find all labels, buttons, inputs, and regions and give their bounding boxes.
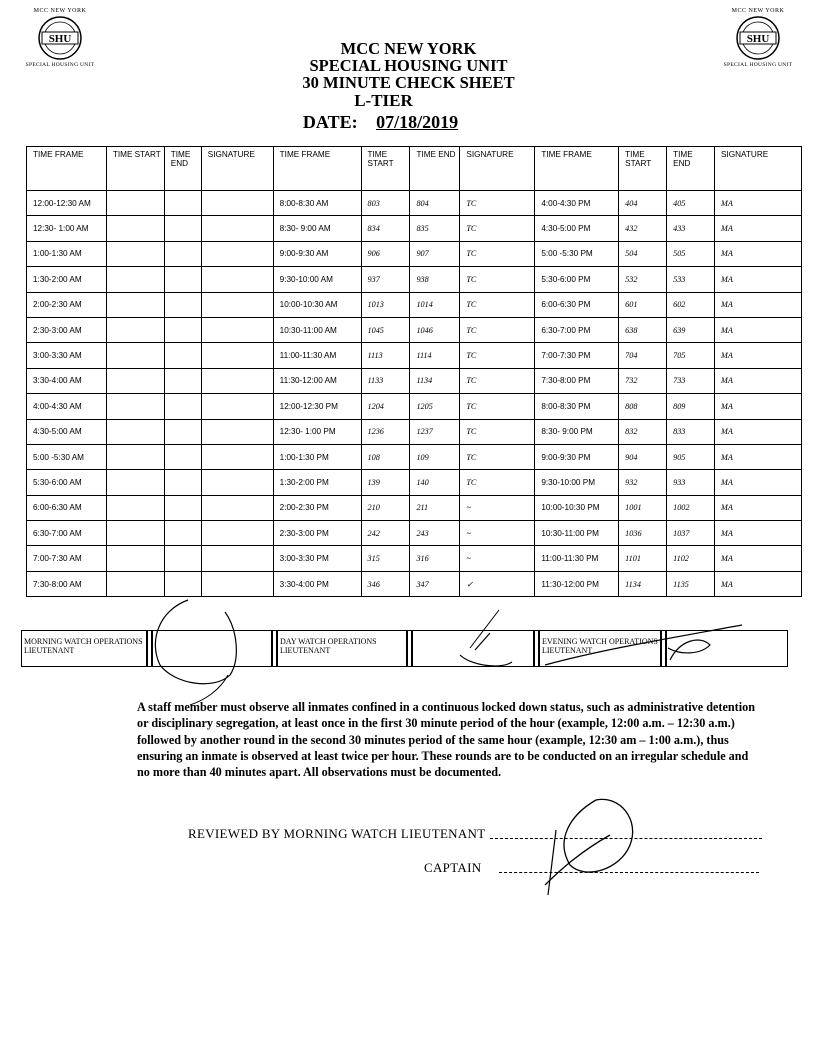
- time-frame-cell: 5:30-6:00 PM: [535, 267, 619, 292]
- faint-entry-cell[interactable]: [201, 419, 273, 444]
- faint-entry-cell[interactable]: [106, 216, 164, 241]
- time-end-cell[interactable]: 733: [667, 368, 715, 393]
- faint-entry-cell[interactable]: [106, 571, 164, 596]
- time-frame-cell: 9:00-9:30 AM: [273, 241, 361, 266]
- faint-entry-cell[interactable]: [201, 521, 273, 546]
- time-start-cell[interactable]: 1013: [361, 292, 410, 317]
- faint-entry-cell[interactable]: [201, 292, 273, 317]
- time-end-cell[interactable]: 938: [410, 267, 460, 292]
- time-start-cell[interactable]: 139: [361, 470, 410, 495]
- table-row: [27, 521, 802, 546]
- time-start-cell[interactable]: 346: [361, 571, 410, 596]
- time-frame-cell: 12:00-12:30 PM: [273, 394, 361, 419]
- time-end-cell[interactable]: 933: [667, 470, 715, 495]
- table-row: [27, 216, 802, 241]
- time-frame-cell: 2:30-3:00 AM: [27, 317, 107, 342]
- time-frame-cell: 6:30-7:00 AM: [27, 521, 107, 546]
- date-value: 07/18/2019: [376, 112, 459, 132]
- time-frame-cell: 12:00-12:30 AM: [27, 191, 107, 216]
- morning-watch-label: MORNING WATCH OPERATIONS LIEUTENANT: [24, 637, 143, 655]
- column-header: SIGNATURE: [715, 147, 802, 191]
- check-table: [26, 146, 802, 597]
- time-frame-cell: 7:30-8:00 AM: [27, 571, 107, 596]
- time-end-cell[interactable]: 1114: [410, 343, 460, 368]
- table-row: [27, 343, 802, 368]
- table-row: [27, 419, 802, 444]
- time-start-cell[interactable]: 432: [619, 216, 667, 241]
- time-frame-cell: 5:30-6:00 AM: [27, 470, 107, 495]
- table-row: [27, 495, 802, 520]
- time-frame-cell: 10:00-10:30 AM: [273, 292, 361, 317]
- table-row: [27, 267, 802, 292]
- day-watch-label: DAY WATCH OPERATIONS LIEUTENANT: [280, 637, 377, 655]
- column-header: TIME FRAME: [27, 147, 107, 191]
- time-end-cell[interactable]: 316: [410, 546, 460, 571]
- column-header: TIME END: [164, 147, 201, 191]
- faint-entry-cell[interactable]: [106, 394, 164, 419]
- time-frame-cell: 2:00-2:30 AM: [27, 292, 107, 317]
- column-header: SIGNATURE: [460, 147, 535, 191]
- time-frame-cell: 10:00-10:30 PM: [535, 495, 619, 520]
- signature-cell[interactable]: TC: [460, 191, 535, 216]
- faint-entry-cell[interactable]: [106, 267, 164, 292]
- time-frame-cell: 5:00 -5:30 AM: [27, 444, 107, 469]
- column-header: TIME START: [361, 147, 410, 191]
- table-row: [27, 368, 802, 393]
- time-start-cell[interactable]: 834: [361, 216, 410, 241]
- time-end-cell[interactable]: 1205: [410, 394, 460, 419]
- faint-entry-cell[interactable]: [164, 546, 201, 571]
- column-header: TIME FRAME: [535, 147, 619, 191]
- table-row: [27, 317, 802, 342]
- time-start-cell[interactable]: 1001: [619, 495, 667, 520]
- reviewed-signature-line[interactable]: [490, 838, 762, 839]
- time-frame-cell: 11:00-11:30 PM: [535, 546, 619, 571]
- time-frame-cell: 5:00 -5:30 PM: [535, 241, 619, 266]
- time-start-cell[interactable]: 315: [361, 546, 410, 571]
- faint-entry-cell[interactable]: [106, 317, 164, 342]
- table-row: [27, 470, 802, 495]
- time-end-cell[interactable]: 1002: [667, 495, 715, 520]
- time-end-cell[interactable]: 405: [667, 191, 715, 216]
- time-frame-cell: 8:00-8:30 AM: [273, 191, 361, 216]
- reviewed-by-label: REVIEWED BY MORNING WATCH LIEUTENANT: [188, 826, 486, 841]
- watch-row: [21, 630, 807, 667]
- faint-entry-cell[interactable]: [201, 394, 273, 419]
- signature-cell[interactable]: ~: [460, 495, 535, 520]
- signature-cell[interactable]: MA: [715, 470, 802, 495]
- faint-entry-cell[interactable]: [106, 495, 164, 520]
- signature-cell[interactable]: MA: [715, 368, 802, 393]
- time-frame-cell: 1:30-2:00 PM: [273, 470, 361, 495]
- faint-entry-cell[interactable]: [106, 292, 164, 317]
- signature-cell[interactable]: TC: [460, 394, 535, 419]
- time-start-cell[interactable]: 1133: [361, 368, 410, 393]
- faint-entry-cell[interactable]: [106, 368, 164, 393]
- signature-cell[interactable]: MA: [715, 241, 802, 266]
- faint-entry-cell[interactable]: [164, 444, 201, 469]
- time-start-cell[interactable]: 404: [619, 191, 667, 216]
- header-date: [0, 112, 807, 133]
- date-label: DATE:: [302, 112, 358, 132]
- time-end-cell[interactable]: 1046: [410, 317, 460, 342]
- time-end-cell[interactable]: 347: [410, 571, 460, 596]
- captain-label: CAPTAIN: [424, 860, 482, 875]
- time-frame-cell: 10:30-11:00 AM: [273, 317, 361, 342]
- signature-cell[interactable]: MA: [715, 521, 802, 546]
- time-frame-cell: 9:30-10:00 AM: [273, 267, 361, 292]
- morning-watch-signature[interactable]: [152, 630, 272, 667]
- time-start-cell[interactable]: 832: [619, 419, 667, 444]
- faint-entry-cell[interactable]: [164, 495, 201, 520]
- faint-entry-cell[interactable]: [164, 470, 201, 495]
- time-start-cell[interactable]: 638: [619, 317, 667, 342]
- faint-entry-cell[interactable]: [164, 191, 201, 216]
- time-start-cell[interactable]: 932: [619, 470, 667, 495]
- signature-cell[interactable]: TC: [460, 292, 535, 317]
- time-start-cell[interactable]: 1045: [361, 317, 410, 342]
- time-frame-cell: 10:30-11:00 PM: [535, 521, 619, 546]
- time-frame-cell: 4:00-4:30 PM: [535, 191, 619, 216]
- faint-entry-cell[interactable]: [164, 394, 201, 419]
- time-frame-cell: 9:30-10:00 PM: [535, 470, 619, 495]
- faint-entry-cell[interactable]: [201, 368, 273, 393]
- time-start-cell[interactable]: 1236: [361, 419, 410, 444]
- faint-entry-cell[interactable]: [201, 343, 273, 368]
- time-frame-cell: 8:30- 9:00 PM: [535, 419, 619, 444]
- faint-entry-cell[interactable]: [201, 267, 273, 292]
- svg-text:SHU: SHU: [746, 33, 770, 45]
- column-header: SIGNATURE: [201, 147, 273, 191]
- time-frame-cell: 3:30-4:00 AM: [27, 368, 107, 393]
- time-start-cell[interactable]: 108: [361, 444, 410, 469]
- faint-entry-cell[interactable]: [106, 241, 164, 266]
- table-row: [27, 241, 802, 266]
- time-frame-cell: 3:00-3:30 PM: [273, 546, 361, 571]
- signature-cell[interactable]: ~: [460, 521, 535, 546]
- evening-watch-signature[interactable]: [666, 630, 788, 667]
- signature-cell[interactable]: TC: [460, 470, 535, 495]
- evening-watch-label-cell: [539, 630, 661, 667]
- signature-cell[interactable]: MA: [715, 191, 802, 216]
- faint-entry-cell[interactable]: [164, 317, 201, 342]
- faint-entry-cell[interactable]: [164, 368, 201, 393]
- time-start-cell[interactable]: 1134: [619, 571, 667, 596]
- time-frame-cell: 11:30-12:00 PM: [535, 571, 619, 596]
- time-start-cell[interactable]: 1113: [361, 343, 410, 368]
- time-frame-cell: 12:30- 1:00 AM: [27, 216, 107, 241]
- faint-entry-cell[interactable]: [201, 241, 273, 266]
- time-frame-cell: 6:00-6:30 PM: [535, 292, 619, 317]
- signature-cell[interactable]: MA: [715, 444, 802, 469]
- signature-cell[interactable]: MA: [715, 216, 802, 241]
- time-start-cell[interactable]: 937: [361, 267, 410, 292]
- faint-entry-cell[interactable]: [106, 343, 164, 368]
- day-watch-label-cell: [277, 630, 407, 667]
- time-start-cell[interactable]: 803: [361, 191, 410, 216]
- time-end-cell[interactable]: 140: [410, 470, 460, 495]
- time-end-cell[interactable]: 433: [667, 216, 715, 241]
- time-frame-cell: 7:00-7:30 PM: [535, 343, 619, 368]
- time-frame-cell: 8:00-8:30 PM: [535, 394, 619, 419]
- time-end-cell[interactable]: 243: [410, 521, 460, 546]
- time-end-cell[interactable]: 1037: [667, 521, 715, 546]
- time-frame-cell: 4:00-4:30 AM: [27, 394, 107, 419]
- time-frame-cell: 2:00-2:30 PM: [273, 495, 361, 520]
- time-end-cell[interactable]: 905: [667, 444, 715, 469]
- time-end-cell[interactable]: 907: [410, 241, 460, 266]
- time-frame-cell: 1:30-2:00 AM: [27, 267, 107, 292]
- signature-cell[interactable]: MA: [715, 571, 802, 596]
- header-sheet-title: 30 MINUTE CHECK SHEET: [302, 73, 515, 92]
- time-frame-cell: 8:30- 9:00 AM: [273, 216, 361, 241]
- time-end-cell[interactable]: 833: [667, 419, 715, 444]
- time-start-cell[interactable]: 1101: [619, 546, 667, 571]
- faint-entry-cell[interactable]: [164, 571, 201, 596]
- time-frame-cell: 3:30-4:00 PM: [273, 571, 361, 596]
- time-end-cell[interactable]: 533: [667, 267, 715, 292]
- signature-cell[interactable]: TC: [460, 267, 535, 292]
- signature-cell[interactable]: MA: [715, 419, 802, 444]
- time-frame-cell: 7:00-7:30 AM: [27, 546, 107, 571]
- time-end-cell[interactable]: 835: [410, 216, 460, 241]
- column-header: TIME START: [619, 147, 667, 191]
- time-frame-cell: 3:00-3:30 AM: [27, 343, 107, 368]
- time-start-cell[interactable]: 704: [619, 343, 667, 368]
- faint-entry-cell[interactable]: [201, 216, 273, 241]
- time-start-cell[interactable]: 808: [619, 394, 667, 419]
- time-end-cell[interactable]: 1102: [667, 546, 715, 571]
- time-frame-cell: 2:30-3:00 PM: [273, 521, 361, 546]
- morning-watch-label-cell: [21, 630, 147, 667]
- signature-cell[interactable]: TC: [460, 216, 535, 241]
- table-row: [27, 191, 802, 216]
- time-end-cell[interactable]: 109: [410, 444, 460, 469]
- signature-cell[interactable]: ~: [460, 546, 535, 571]
- time-end-cell[interactable]: 1237: [410, 419, 460, 444]
- faint-entry-cell[interactable]: [106, 444, 164, 469]
- time-frame-cell: 7:30-8:00 PM: [535, 368, 619, 393]
- signature-cell[interactable]: MA: [715, 292, 802, 317]
- time-start-cell[interactable]: 904: [619, 444, 667, 469]
- captain-signature-line[interactable]: [499, 872, 759, 873]
- faint-entry-cell[interactable]: [201, 495, 273, 520]
- logo-bottom-text: SPECIAL HOUSING UNIT: [723, 62, 793, 68]
- time-start-cell[interactable]: 601: [619, 292, 667, 317]
- time-end-cell[interactable]: 1135: [667, 571, 715, 596]
- svg-text:SHU: SHU: [48, 33, 72, 45]
- time-frame-cell: 1:00-1:30 PM: [273, 444, 361, 469]
- column-header: TIME END: [667, 147, 715, 191]
- time-end-cell[interactable]: 639: [667, 317, 715, 342]
- time-start-cell[interactable]: 242: [361, 521, 410, 546]
- time-end-cell[interactable]: 809: [667, 394, 715, 419]
- faint-entry-cell[interactable]: [106, 191, 164, 216]
- time-frame-cell: 6:30-7:00 PM: [535, 317, 619, 342]
- faint-entry-cell[interactable]: [201, 317, 273, 342]
- faint-entry-cell[interactable]: [201, 571, 273, 596]
- table-row: [27, 394, 802, 419]
- faint-entry-cell[interactable]: [201, 444, 273, 469]
- time-end-cell[interactable]: 1134: [410, 368, 460, 393]
- time-frame-cell: 4:30-5:00 AM: [27, 419, 107, 444]
- signature-cell[interactable]: TC: [460, 368, 535, 393]
- faint-entry-cell[interactable]: [164, 292, 201, 317]
- time-end-cell[interactable]: 602: [667, 292, 715, 317]
- header-org: MCC NEW YORK: [340, 39, 477, 58]
- time-frame-cell: 1:00-1:30 AM: [27, 241, 107, 266]
- table-row: [27, 571, 802, 596]
- signature-cell[interactable]: TC: [460, 419, 535, 444]
- faint-entry-cell[interactable]: [106, 546, 164, 571]
- faint-entry-cell[interactable]: [201, 191, 273, 216]
- time-end-cell[interactable]: 505: [667, 241, 715, 266]
- table-row: [27, 444, 802, 469]
- faint-entry-cell[interactable]: [106, 419, 164, 444]
- signature-cell[interactable]: MA: [715, 546, 802, 571]
- time-frame-cell: 4:30-5:00 PM: [535, 216, 619, 241]
- time-frame-cell: 11:30-12:00 AM: [273, 368, 361, 393]
- faint-entry-cell[interactable]: [164, 419, 201, 444]
- faint-entry-cell[interactable]: [201, 546, 273, 571]
- signature-cell[interactable]: TC: [460, 317, 535, 342]
- faint-entry-cell[interactable]: [201, 470, 273, 495]
- faint-entry-cell[interactable]: [164, 216, 201, 241]
- evening-watch-label: EVENING WATCH OPERATIONS LIEUTENANT: [542, 637, 658, 655]
- faint-entry-cell[interactable]: [106, 521, 164, 546]
- signature-cell[interactable]: TC: [460, 444, 535, 469]
- time-end-cell[interactable]: 804: [410, 191, 460, 216]
- header-unit: SPECIAL HOUSING UNIT: [309, 56, 508, 75]
- logo-top-text: MCC NEW YORK: [731, 8, 785, 14]
- time-end-cell[interactable]: 1014: [410, 292, 460, 317]
- faint-entry-cell[interactable]: [106, 470, 164, 495]
- time-end-cell[interactable]: 211: [410, 495, 460, 520]
- table-header-row: [27, 147, 802, 191]
- faint-entry-cell[interactable]: [164, 343, 201, 368]
- time-frame-cell: 9:00-9:30 PM: [535, 444, 619, 469]
- time-start-cell[interactable]: 906: [361, 241, 410, 266]
- table-row: [27, 292, 802, 317]
- signature-cell[interactable]: TC: [460, 343, 535, 368]
- time-start-cell[interactable]: 210: [361, 495, 410, 520]
- column-header: TIME START: [106, 147, 164, 191]
- signature-cell[interactable]: ✓: [460, 571, 535, 596]
- logo-top-text: MCC NEW YORK: [33, 8, 87, 14]
- signature-cell[interactable]: MA: [715, 317, 802, 342]
- table-row: [27, 546, 802, 571]
- time-frame-cell: 6:00-6:30 AM: [27, 495, 107, 520]
- column-header: TIME END: [410, 147, 460, 191]
- time-start-cell[interactable]: 532: [619, 267, 667, 292]
- day-watch-signature[interactable]: [412, 630, 534, 667]
- policy-paragraph: A staff member must observe all inmates confined in a continuous locked down status, such as administrative detention or disciplinary segregation, at least once in the first 30 minute period of the hour (example, 12:00 a.m. – 12:30 a.m.) followed by another round in the second 30 minutes period of the same hour (example, 12:30 am – 1:00 a.m.), thus ensuring an inmate is observed at least twice per hour. These rounds are to be conducted on an irregular schedule and no more than 40 minutes apart. All observations must be documented.: [137, 700, 755, 780]
- time-start-cell[interactable]: 1036: [619, 521, 667, 546]
- faint-entry-cell[interactable]: [164, 267, 201, 292]
- time-frame-cell: 11:00-11:30 AM: [273, 343, 361, 368]
- signature-cell[interactable]: MA: [715, 495, 802, 520]
- time-end-cell[interactable]: 705: [667, 343, 715, 368]
- signature-cell[interactable]: MA: [715, 267, 802, 292]
- faint-entry-cell[interactable]: [164, 521, 201, 546]
- logo-bottom-text: SPECIAL HOUSING UNIT: [25, 62, 95, 68]
- time-start-cell[interactable]: 1204: [361, 394, 410, 419]
- header-tier: L-TIER: [354, 91, 413, 110]
- time-frame-cell: 12:30- 1:00 PM: [273, 419, 361, 444]
- faint-entry-cell[interactable]: [164, 241, 201, 266]
- signature-cell[interactable]: MA: [715, 394, 802, 419]
- signature-cell[interactable]: TC: [460, 241, 535, 266]
- time-start-cell[interactable]: 732: [619, 368, 667, 393]
- column-header: TIME FRAME: [273, 147, 361, 191]
- time-start-cell[interactable]: 504: [619, 241, 667, 266]
- signature-cell[interactable]: MA: [715, 343, 802, 368]
